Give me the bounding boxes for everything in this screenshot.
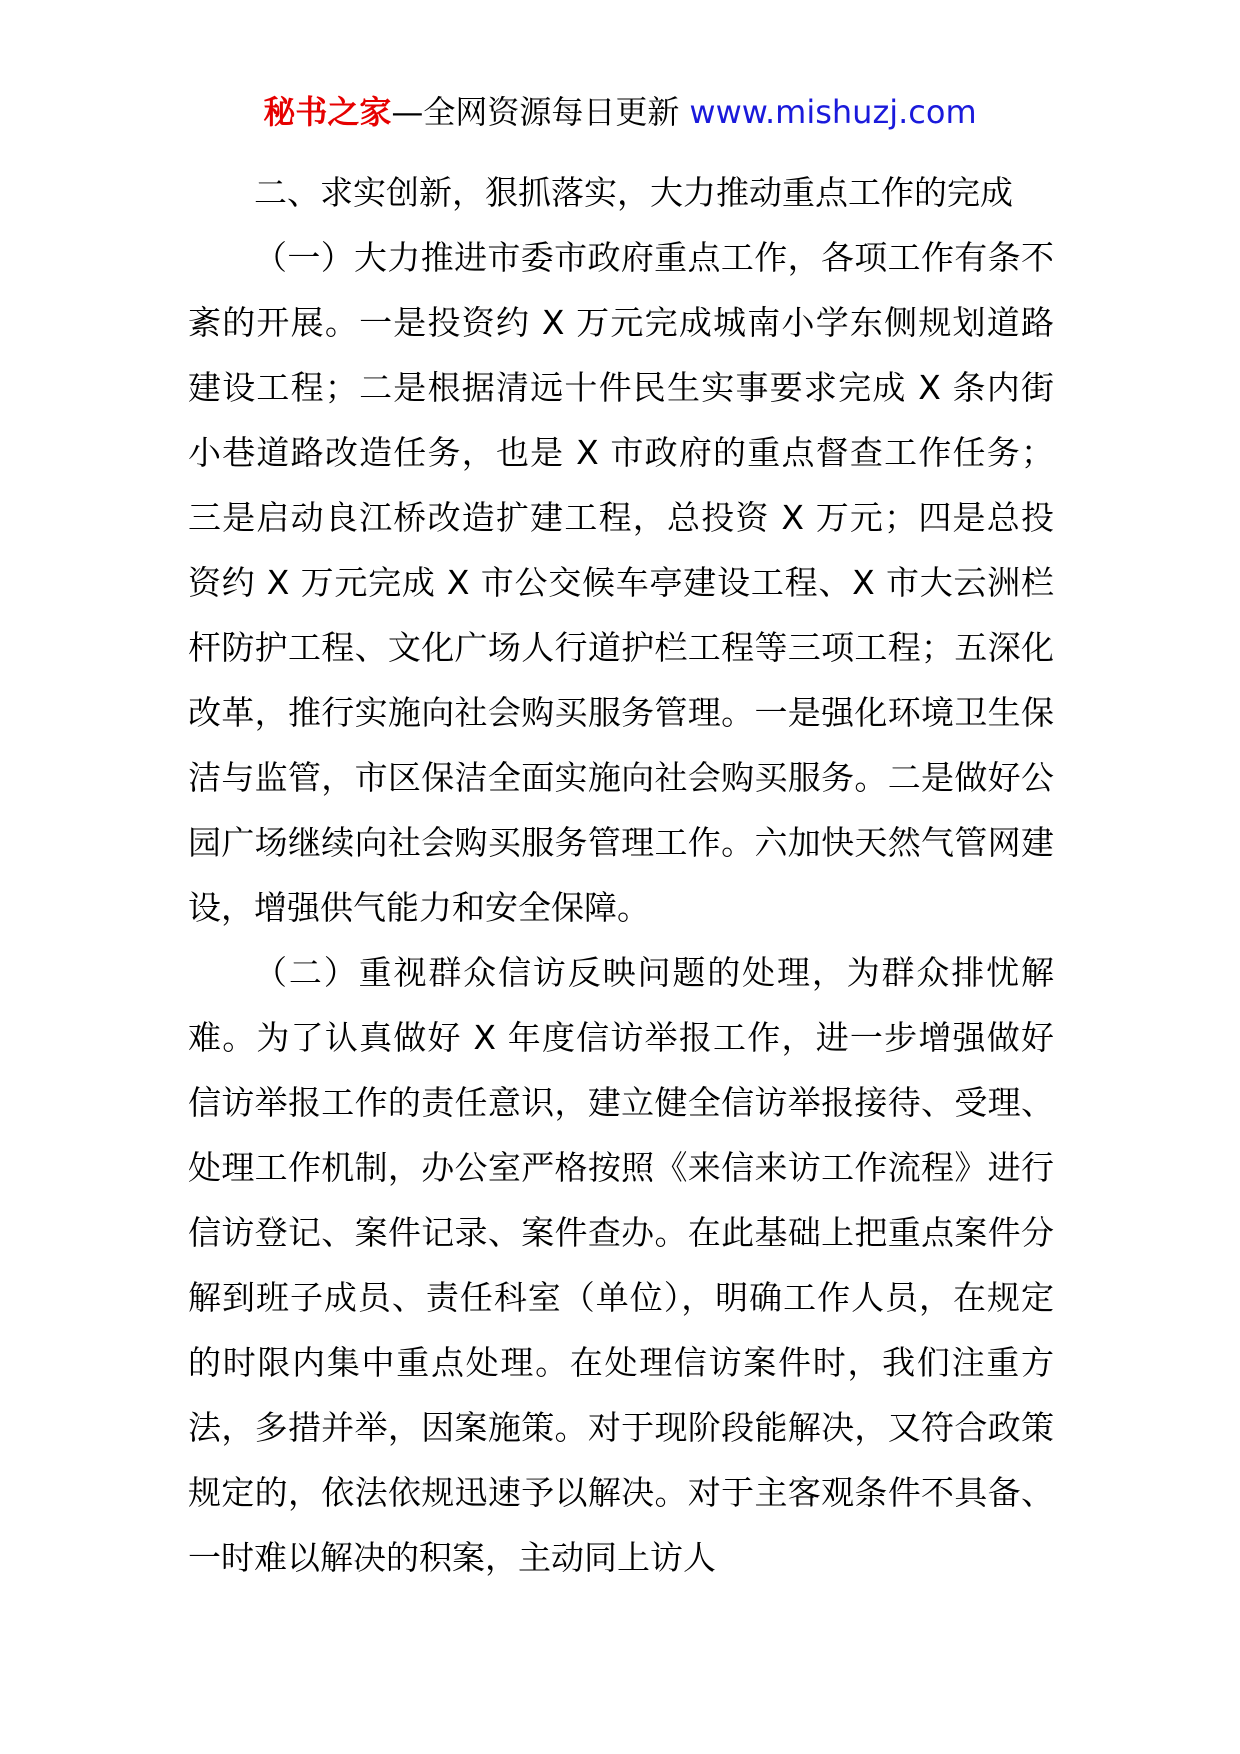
document-body [188, 160, 1054, 1590]
site-header [0, 92, 1240, 132]
paragraph-2: （二）重视群众信访反映问题的处理，为群众排忧解难。为了认真做好 X 年度信访举报工作，进一步增强做好信访举报工作的责任意识，建立健全信访举报接待、受理、处理工作机制，办公室严格按照《来信来访工作流程》进行信访登记、案件记录、案件查办。在此基础上把重点案件分解到班子成员、责任科室（单位），明确工作人员，在规定的时限内集中重点处理。在处理信访案件时，我们注重方法，多措并举，因案施策。对于现阶段能解决，又符合政策规定的，依法依规迅速予以解决。对于主客观条件不具备、一时难以解决的积案，主动同上访人 [188, 953, 1054, 1577]
section-heading: 二、求实创新，狠抓落实，大力推动重点工作的完成 [254, 173, 1013, 212]
site-url-link[interactable]: www.mishuzj.com [689, 93, 977, 131]
header-slogan: —全网资源每日更新 [391, 93, 680, 131]
brand-name: 秘书之家 [263, 93, 392, 131]
paragraph-1: （一）大力推进市委市政府重点工作，各项工作有条不紊的开展。一是投资约 X 万元完成城南小学东侧规划道路建设工程；二是根据清远十件民生实事要求完成 X 条内街小巷道路改造任务，也是 X 市政府的重点督查工作任务；三是启动良江桥改造扩建工程，总投资 X 万元；四是总投资约 X 万元完成 X 市公交候车亭建设工程、X 市大云洲栏杆防护工程、文化广场人行道护栏工程等三项工程；五深化改革，推行实施向社会购买服务管理。一是强化环境卫生保洁与监管，市区保洁全面实施向社会购买服务。二是做好公园广场继续向社会购买服务管理工作。六加快天然气管网建设，增强供气能力和安全保障。 [188, 238, 1054, 927]
